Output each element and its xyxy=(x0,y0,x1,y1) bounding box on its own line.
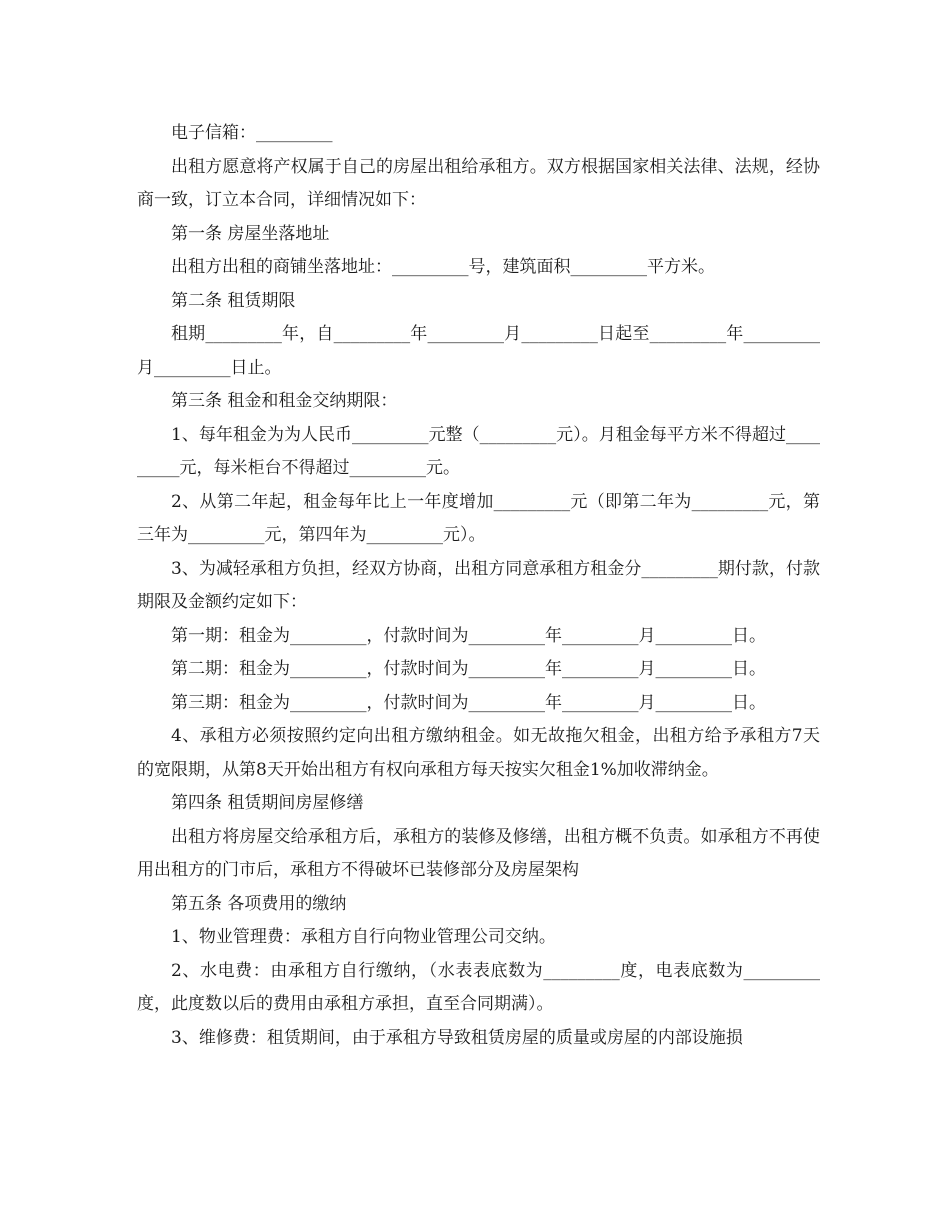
article-3-heading: 第三条 租金和租金交纳期限： xyxy=(171,391,398,411)
installment-1: 第一期：租金为_________，付款时间为_________年_________月_________日。 xyxy=(171,625,766,646)
installment-2: 第二期：租金为_________，付款时间为_________年_________月_________日。 xyxy=(171,659,766,679)
article-2-paragraph: 租期_________年，自_________年_________月_________日起至_________年_________月_________日止。 xyxy=(137,324,820,378)
article-3-item-3: 3、为减轻承租方负担，经双方协商，出租方同意承租方租金分_________期付款，付款期限及金额约定如下： xyxy=(137,558,820,612)
article-4-paragraph: 出租方将房屋交给承租方后，承租方的装修及修缮，出租方概不负责。如承租方不再使用出租方的门市后，承租方不得破坏已装修部分及房屋架构 xyxy=(137,826,820,880)
article-3-item-4: 4、承租方必须按照约定向出租方缴纳租金。如无故拖欠租金，出租方给予承租方7天的宽限期，从第8天开始出租方有权向承租方每天按实欠租金1%加收滞纳金。 xyxy=(137,726,820,780)
article-1-paragraph: 出租方出租的商铺坐落地址：_________号，建筑面积_________平方米。 xyxy=(171,257,715,277)
preamble-paragraph: 出租方愿意将产权属于自己的房屋出租给承租方。双方根据国家相关法律、法规，经协商一致，订立本合同，详细情况如下： xyxy=(137,156,820,210)
article-4-heading: 第四条 租赁期间房屋修缮 xyxy=(171,793,364,813)
installment-3: 第三期：租金为_________，付款时间为_________年_________月_________日。 xyxy=(171,692,766,713)
contract-body xyxy=(137,117,820,1055)
article-5-item-1: 1、物业管理费：承租方自行向物业管理公司交纳。 xyxy=(171,927,556,947)
article-5-item-3: 3、维修费：租赁期间，由于承租方导致租赁房屋的质量或房屋的内部设施损 xyxy=(171,1027,743,1048)
article-3-item-1: 1、每年租金为为人民币_________元整（_________元）。月租金每平方米不得超过_________元，每米柜台不得超过_________元。 xyxy=(137,424,820,478)
article-2-heading: 第二条 租赁期限 xyxy=(171,290,296,311)
article-5-heading: 第五条 各项费用的缴纳 xyxy=(171,893,347,914)
article-1-heading: 第一条 房屋坐落地址 xyxy=(171,223,330,244)
email-line: 电子信箱：_________ xyxy=(171,123,333,143)
article-5-item-2: 2、水电费：由承租方自行缴纳，（水表表底数为_________度，电表底数为_________度，此度数以后的费用由承租方承担，直至合同期满）。 xyxy=(137,960,820,1014)
article-3-item-2: 2、从第二年起，租金每年比上一年度增加_________元（即第二年为_________元，第三年为_________元，第四年为_________元）。 xyxy=(137,491,820,545)
